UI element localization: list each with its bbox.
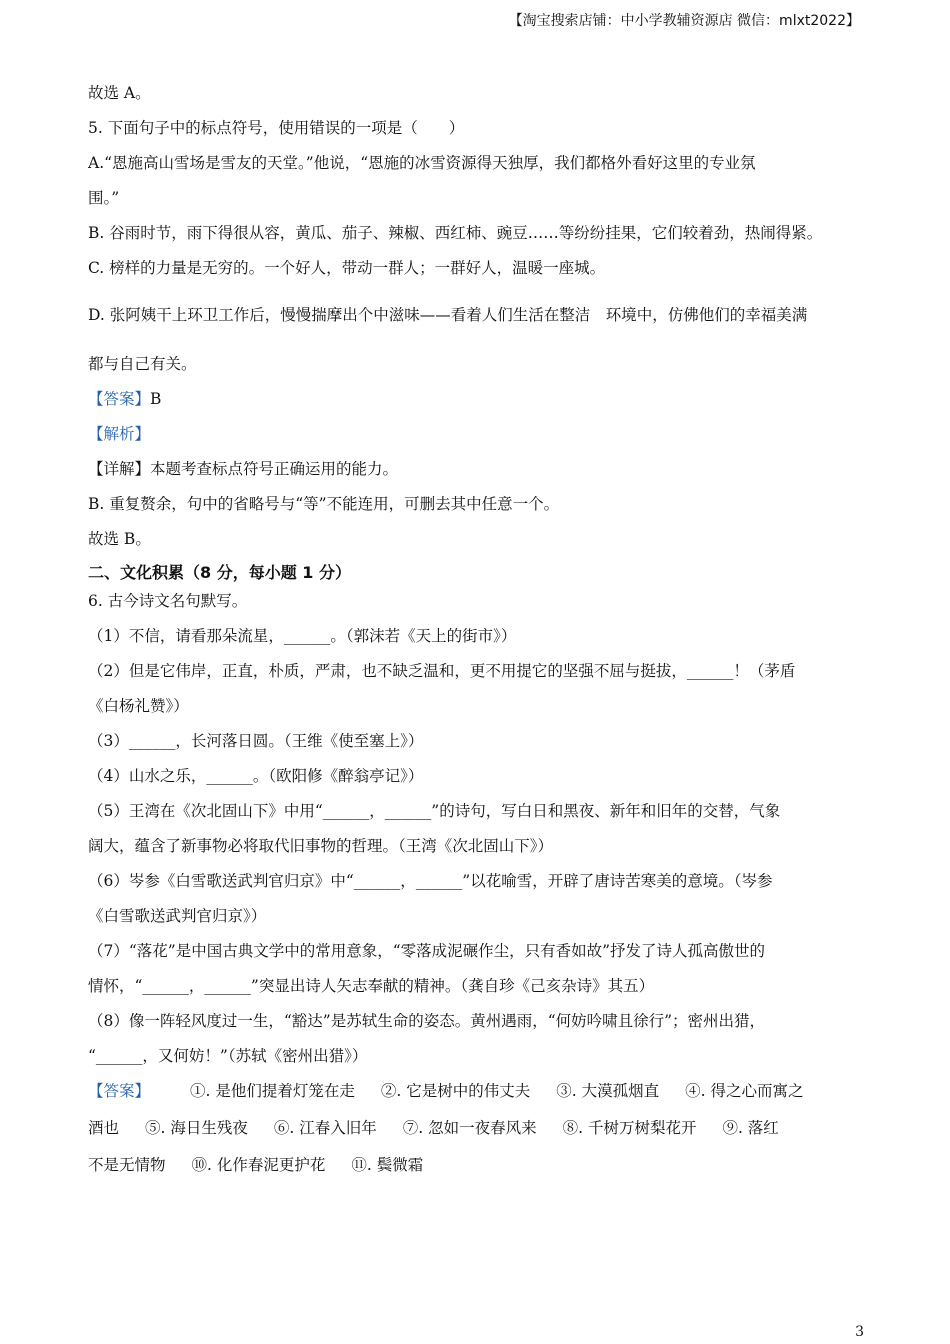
- answer-tag: 【答案】: [88, 390, 151, 408]
- answer-item: ⑨. 落红: [722, 1119, 779, 1137]
- answer-item: ⑤. 海日生残夜: [145, 1119, 248, 1137]
- answer-item: ⑥. 江春入旧年: [273, 1119, 377, 1137]
- answer-item: 酒也: [88, 1119, 120, 1137]
- option-a: A.“恩施高山雪场是雪友的天堂。”他说，“恩施的冰雪资源得天独厚，我们都格外看好这里的专业氛: [88, 154, 756, 172]
- poem-item-5: （5）王湾在《次北固山下》中用“______，______”的诗句，写白日和黑夜、新年和旧年的交替，气象: [88, 802, 781, 820]
- poem-item-8-cont: “______，又何妨！”（苏轼《密州出猎》）: [88, 1047, 368, 1065]
- poem-item-5-cont: 阔大，蕴含了新事物必将取代旧事物的哲理。（王湾《次北固山下》）: [88, 837, 554, 855]
- page-number: 3: [855, 1324, 864, 1340]
- section-heading: 二、文化积累（8 分，每小题 1 分）: [88, 563, 351, 582]
- answer-value: B: [150, 390, 162, 408]
- page-header: 【淘宝搜索店铺：中小学教辅资源店 微信：mlxt2022】: [508, 13, 860, 29]
- answer-item: ⑧. 千树万树梨花开: [562, 1119, 697, 1137]
- poem-item-8: （8）像一阵轻风度过一生，“豁达”是苏轼生命的姿态。黄州遇雨，“何妨吟啸且徐行”；密州出猎，: [88, 1012, 766, 1030]
- poem-item-3: （3）______，长河落日圆。（王维《使至塞上》）: [88, 732, 424, 750]
- poem-item-7-cont: 情怀，“______，______”突显出诗人矢志奉献的精神。（龚自珍《己亥杂诗》其五）: [88, 977, 655, 995]
- detail-line: 【详解】本题考查标点符号正确运用的能力。: [88, 460, 399, 478]
- option-d: D. 张阿姨干上环卫工作后，慢慢揣摩出个中滋味——看着人们生活在整洁 环境中，仿佛他们的幸福美满: [88, 306, 808, 324]
- poem-item-7: （7）“落花”是中国古典文学中的常用意象，“零落成泥碾作尘，只有香如故”抒发了诗人孤高傲世的: [88, 942, 766, 960]
- answers-6-row-3: [88, 1154, 868, 1176]
- option-d-cont: 都与自己有关。: [88, 355, 197, 373]
- text-line: 故选 A。: [88, 84, 151, 102]
- answer-item: ①. 是他们提着灯笼在走: [190, 1082, 355, 1100]
- answer-item: ②. 它是树中的伟丈夫: [380, 1082, 531, 1100]
- answers-6-row-1: [88, 1080, 868, 1102]
- answers-6-row-2: [88, 1117, 868, 1139]
- answer-item: ⑦. 忽如一夜春风来: [402, 1119, 537, 1137]
- answer-item: ④. 得之心而寓之: [685, 1082, 804, 1100]
- answer-tag: 【答案】: [88, 1082, 151, 1100]
- analysis-tag: 【解析】: [88, 425, 151, 443]
- answer-item: ③. 大漠孤烟直: [556, 1082, 660, 1100]
- question-6: 6. 古今诗文名句默写。: [88, 592, 248, 610]
- poem-item-4: （4）山水之乐，______。（欧阳修《醉翁亭记》）: [88, 767, 424, 785]
- explain-line: B. 重复赘余，句中的省略号与“等”不能连用，可删去其中任意一个。: [88, 495, 560, 513]
- option-a-cont: 围。”: [88, 189, 120, 207]
- answer-item: ⑪. 鬓微霜: [351, 1156, 424, 1174]
- choose-line: 故选 B。: [88, 530, 151, 548]
- poem-item-6-cont: 《白雪歌送武判官归京》）: [88, 907, 267, 925]
- poem-item-6: （6）岑参《白雪歌送武判官归京》中“______，______”以花喻雪，开辟了唐诗苦寒美的意境。（岑参: [88, 872, 773, 890]
- answer-5: [88, 388, 868, 410]
- poem-item-2-cont: 《白杨礼赞》）: [88, 697, 189, 715]
- question-5: 5. 下面句子中的标点符号，使用错误的一项是（ ）: [88, 119, 465, 137]
- answer-item: 不是无情物: [88, 1156, 166, 1174]
- poem-item-2: （2）但是它伟岸，正直，朴质，严肃，也不缺乏温和，更不用提它的坚强不屈与挺拔，______！（茅盾: [88, 662, 796, 680]
- poem-item-1: （1）不信，请看那朵流星，______。（郭沫若《天上的街市》）: [88, 627, 517, 645]
- option-b: B. 谷雨时节，雨下得很从容，黄瓜、茄子、辣椒、西红柿、豌豆……等纷纷挂果，它们较着劲，热闹得紧。: [88, 224, 823, 242]
- page-content: [88, 80, 868, 1176]
- option-c: C. 榜样的力量是无穷的。一个好人，带动一群人；一群好人，温暖一座城。: [88, 259, 606, 277]
- answer-item: ⑩. 化作春泥更护花: [191, 1156, 326, 1174]
